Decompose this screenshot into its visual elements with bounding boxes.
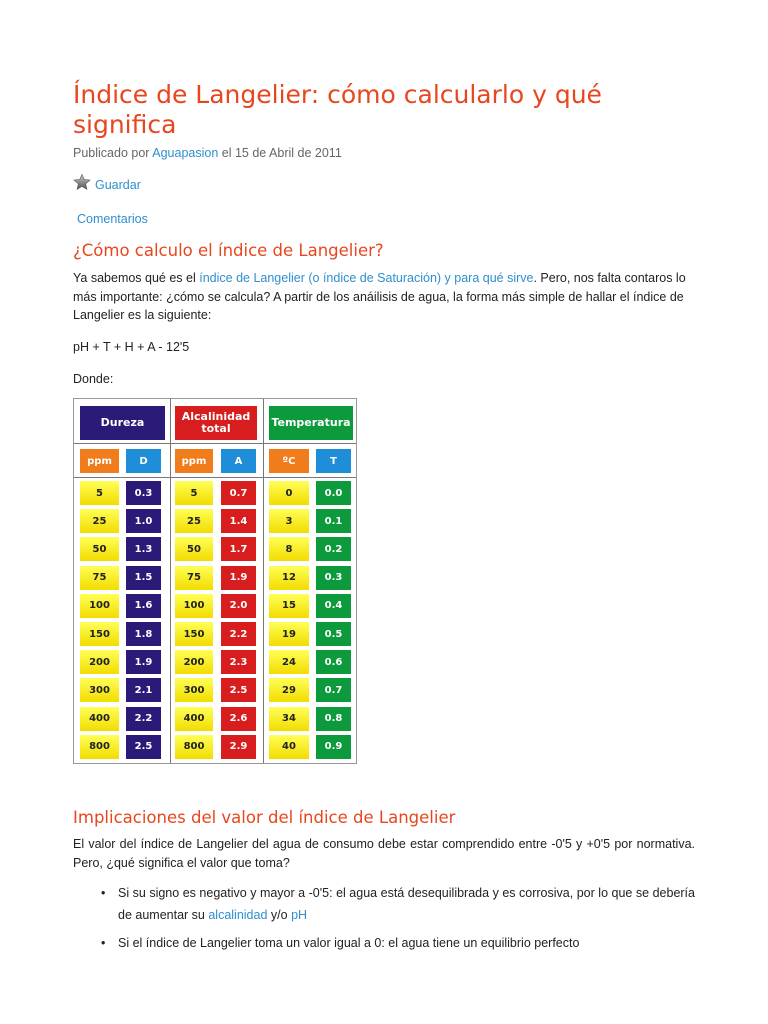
table-divider	[263, 399, 264, 763]
cell-alcalinidad-ppm: 75	[175, 566, 213, 590]
cell-alcalinidad-a: 2.5	[221, 678, 256, 702]
cell-temperatura-t: 0.3	[316, 566, 351, 590]
meta-date: el 15 de Abril de 2011	[221, 146, 342, 160]
cell-temperatura-c: 24	[269, 650, 309, 674]
section1-heading: ¿Cómo calculo el índice de Langelier?	[73, 241, 384, 260]
cell-dureza-d: 1.5	[126, 566, 161, 590]
subheader-d: D	[126, 449, 161, 473]
cell-temperatura-c: 34	[269, 707, 309, 731]
header-dureza: Dureza	[80, 406, 165, 440]
cell-alcalinidad-a: 2.6	[221, 707, 256, 731]
cell-alcalinidad-a: 1.4	[221, 509, 256, 533]
cell-alcalinidad-a: 2.3	[221, 650, 256, 674]
cell-alcalinidad-ppm: 50	[175, 537, 213, 561]
cell-alcalinidad-a: 1.7	[221, 537, 256, 561]
cell-temperatura-c: 3	[269, 509, 309, 533]
cell-dureza-d: 0.3	[126, 481, 161, 505]
save-link[interactable]: Guardar	[95, 178, 141, 192]
subheader-c: ºC	[269, 449, 309, 473]
ph-link[interactable]: pH	[291, 908, 308, 922]
cell-alcalinidad-ppm: 400	[175, 707, 213, 731]
bullet2-text: Si el índice de Langelier toma un valor igual a 0: el agua tiene un equilibrio perfecto	[118, 936, 580, 950]
article-meta	[73, 146, 342, 160]
cell-alcalinidad-ppm: 150	[175, 622, 213, 646]
cell-temperatura-c: 12	[269, 566, 309, 590]
cell-dureza-d: 1.0	[126, 509, 161, 533]
table-divider	[74, 443, 356, 444]
alcalinidad-link[interactable]: alcalinidad	[208, 908, 268, 922]
list-item	[73, 932, 695, 954]
bullet-icon: •	[101, 886, 106, 900]
cell-dureza-ppm: 5	[80, 481, 119, 505]
cell-dureza-ppm: 150	[80, 622, 119, 646]
cell-dureza-d: 1.9	[126, 650, 161, 674]
cell-alcalinidad-ppm: 100	[175, 594, 213, 618]
cell-temperatura-c: 0	[269, 481, 309, 505]
langelier-link[interactable]: índice de Langelier (o índice de Saturación) y para qué sirve	[199, 271, 534, 285]
cell-alcalinidad-a: 1.9	[221, 566, 256, 590]
cell-temperatura-t: 0.9	[316, 735, 351, 759]
article-title: Índice de Langelier: cómo calcularlo y qué significa	[73, 80, 602, 139]
subheader-ppm: ppm	[175, 449, 213, 473]
cell-dureza-ppm: 25	[80, 509, 119, 533]
cell-temperatura-t: 0.6	[316, 650, 351, 674]
author-link[interactable]: Aguapasion	[152, 146, 219, 160]
list-item	[73, 882, 695, 926]
cell-alcalinidad-a: 2.2	[221, 622, 256, 646]
cell-dureza-ppm: 200	[80, 650, 119, 674]
cell-alcalinidad-ppm: 5	[175, 481, 213, 505]
save-button[interactable]	[73, 175, 141, 195]
subheader-ppm: ppm	[80, 449, 119, 473]
cell-dureza-d: 1.6	[126, 594, 161, 618]
cell-alcalinidad-ppm: 25	[175, 509, 213, 533]
cell-temperatura-c: 29	[269, 678, 309, 702]
subheader-t: T	[316, 449, 351, 473]
cell-temperatura-c: 15	[269, 594, 309, 618]
cell-temperatura-t: 0.4	[316, 594, 351, 618]
cell-temperatura-t: 0.7	[316, 678, 351, 702]
bullet1-text: Si su signo es negativo y mayor a -0'5: el agua está desequilibrada y es corrosiva, por lo que se debería de aumentar su	[118, 886, 695, 922]
section2-heading: Implicaciones del valor del índice de Langelier	[73, 808, 456, 827]
header-alcalinidad: Alcalinidad total	[175, 406, 257, 440]
cell-temperatura-t: 0.2	[316, 537, 351, 561]
cell-alcalinidad-a: 2.0	[221, 594, 256, 618]
cell-dureza-d: 1.8	[126, 622, 161, 646]
bullet1-mid: y/o	[270, 908, 288, 922]
header-temperatura: Temperatura	[269, 406, 353, 440]
cell-dureza-d: 2.2	[126, 707, 161, 731]
cell-dureza-d: 1.3	[126, 537, 161, 561]
cell-dureza-ppm: 50	[80, 537, 119, 561]
cell-alcalinidad-ppm: 800	[175, 735, 213, 759]
cell-temperatura-t: 0.8	[316, 707, 351, 731]
p1-end: . Pero, nos falta contaros lo más importante: ¿cómo se calcula? A partir de los anáilisis de agua, la forma más simple de hallar el índice de Langelier es la siguiente:	[73, 271, 686, 322]
table-divider	[170, 399, 171, 763]
langelier-table	[73, 398, 357, 764]
cell-alcalinidad-ppm: 300	[175, 678, 213, 702]
implications-list	[73, 882, 695, 954]
cell-dureza-ppm: 75	[80, 566, 119, 590]
cell-temperatura-c: 40	[269, 735, 309, 759]
donde-label: Donde:	[73, 372, 114, 386]
cell-alcalinidad-a: 0.7	[221, 481, 256, 505]
cell-temperatura-t: 0.5	[316, 622, 351, 646]
cell-temperatura-c: 19	[269, 622, 309, 646]
p1-start: Ya sabemos qué es el	[73, 271, 196, 285]
cell-dureza-ppm: 100	[80, 594, 119, 618]
cell-temperatura-t: 0.1	[316, 509, 351, 533]
table-divider	[74, 477, 356, 478]
cell-dureza-d: 2.5	[126, 735, 161, 759]
section2-paragraph: El valor del índice de Langelier del agua de consumo debe estar comprendido entre -0'5 y +0'5 por normativa. Pero, ¿qué significa el valor que toma?	[73, 837, 695, 870]
cell-alcalinidad-ppm: 200	[175, 650, 213, 674]
section1-paragraph	[73, 269, 695, 325]
subheader-a: A	[221, 449, 256, 473]
cell-dureza-ppm: 800	[80, 735, 119, 759]
cell-temperatura-t: 0.0	[316, 481, 351, 505]
star-icon	[73, 174, 91, 190]
bullet-icon: •	[101, 936, 106, 950]
cell-dureza-d: 2.1	[126, 678, 161, 702]
comments-link[interactable]: Comentarios	[77, 212, 148, 226]
cell-alcalinidad-a: 2.9	[221, 735, 256, 759]
cell-dureza-ppm: 300	[80, 678, 119, 702]
meta-prefix: Publicado por	[73, 146, 150, 160]
cell-dureza-ppm: 400	[80, 707, 119, 731]
formula: pH + T + H + A - 12'5	[73, 340, 190, 354]
cell-temperatura-c: 8	[269, 537, 309, 561]
